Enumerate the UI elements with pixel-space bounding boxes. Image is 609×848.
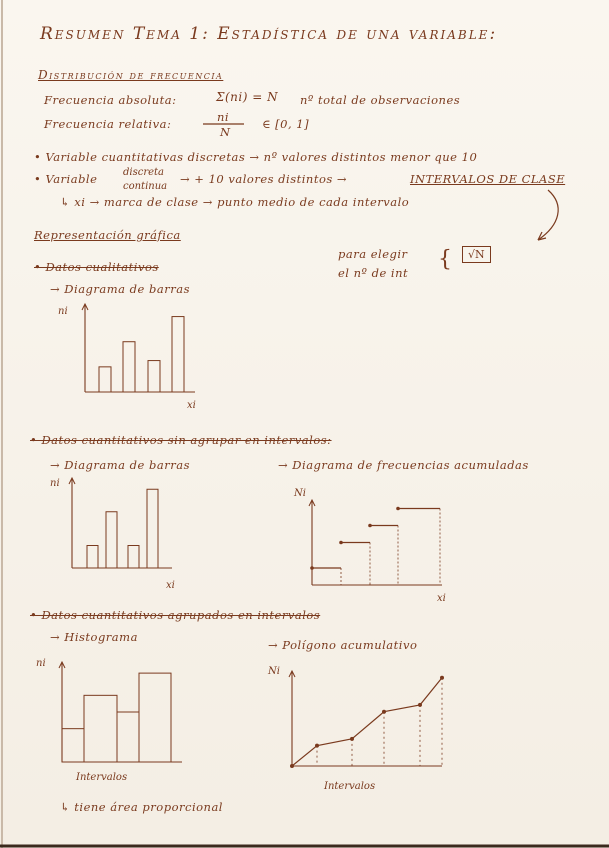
bullet-mas-10: → + 10 valores distintos →	[180, 172, 348, 186]
chart4-xlabel: Intervalos	[76, 772, 128, 783]
abs-formula: Σ(ni) = N	[216, 90, 279, 104]
diagrama-barras-2: → Diagrama de barras	[50, 458, 190, 472]
area-proporcional-note: ↳ tiene área proporcional	[60, 800, 223, 814]
page-title: Resumen Tema 1: Estadística de una variable:	[40, 24, 498, 44]
chart2-xlabel: xi	[166, 580, 175, 591]
histograma-label: → Histograma	[50, 630, 138, 644]
rel-range: ∈ [0, 1]	[262, 117, 310, 131]
chart1-xlabel: xi	[187, 400, 196, 411]
abs-label: Frecuencia absoluta:	[44, 93, 177, 107]
chart3-xlabel: xi	[437, 593, 446, 604]
datos-agrupados: • Datos cuantitativos agrupados en intervalos	[30, 608, 321, 622]
num-intervalos: el nº de int	[338, 266, 409, 280]
representacion-heading: Representación gráfica	[34, 228, 181, 242]
chart4-ylabel: ni	[36, 658, 46, 669]
chart1-ylabel: ni	[58, 306, 68, 317]
sqrt-n-box: √N	[462, 246, 491, 263]
para-elegir: para elegir	[338, 247, 408, 261]
diagrama-acumuladas: → Diagrama de frecuencias acumuladas	[278, 458, 529, 472]
intervalos-de-clase: INTERVALOS DE CLASE	[410, 172, 566, 186]
rel-label: Frecuencia relativa:	[44, 117, 172, 131]
datos-sin-agrupar: • Datos cuantitativos sin agrupar en intervalos:	[30, 433, 332, 447]
chart3-ylabel: Ni	[294, 488, 306, 499]
distribucion-heading: Distribución de frecuencia	[38, 68, 224, 82]
bullet-variable: • Variable	[34, 172, 98, 186]
chart2-ylabel: ni	[50, 478, 60, 489]
polygon-line	[292, 678, 442, 766]
bullet-discretas: • Variable cuantitativas discretas → nº valores distintos menor que 10	[34, 150, 478, 164]
bullet-discreta: discreta	[123, 167, 165, 178]
datos-cualitativos: • Datos cualitativos	[34, 260, 159, 274]
bullet-continua: continua	[123, 181, 168, 192]
chart5-ylabel: Ni	[268, 666, 280, 677]
chart5-xlabel: Intervalos	[324, 781, 376, 792]
poligono-label: → Polígono acumulativo	[268, 638, 418, 652]
bullet-marca-de-clase: ↳ xi → marca de clase → punto medio de cada intervalo	[60, 195, 410, 209]
brace: {	[438, 247, 453, 272]
rel-denominator: N	[220, 125, 231, 139]
diagrama-barras-1: → Diagrama de barras	[50, 282, 190, 296]
abs-note: nº total de observaciones	[300, 93, 461, 107]
rel-numerator: ni	[217, 110, 230, 124]
